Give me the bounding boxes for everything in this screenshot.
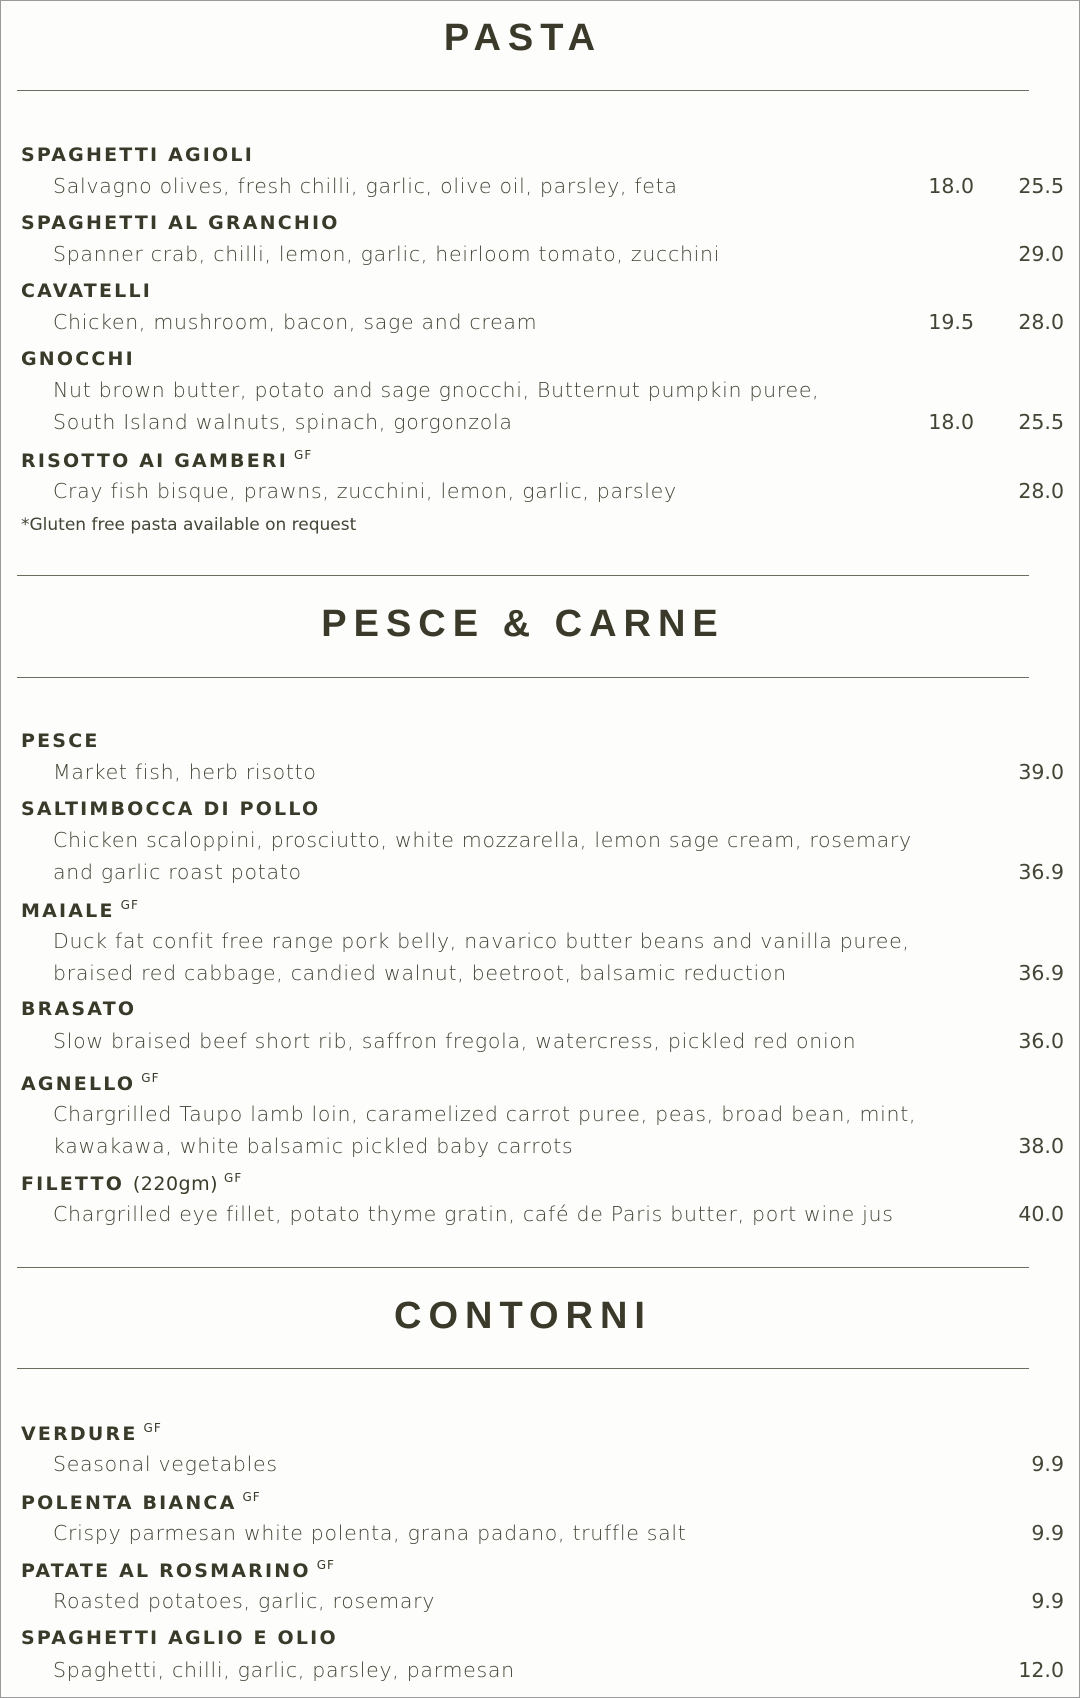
menu-item-description: Spanner crab, chilli, lemon, garlic, heirloom tomato, zucchini <box>53 242 721 266</box>
price-large: 36.9 <box>1018 961 1064 985</box>
price-large: 25.5 <box>1018 410 1064 434</box>
gluten-free-mark: GF <box>316 1558 335 1572</box>
gluten-free-mark: GF <box>294 448 313 462</box>
divider <box>17 1267 1029 1268</box>
menu-item-name: SPAGHETTI AGIOLI <box>21 144 254 166</box>
menu-item-name: VERDURE $^{GF}$ <box>21 1421 162 1445</box>
gluten-free-mark: GF <box>143 1421 162 1435</box>
menu-item-description: and garlic roast potato <box>53 860 302 884</box>
menu-item-name: SALTIMBOCCA DI POLLO <box>21 798 321 820</box>
gluten-free-mark: GF <box>120 898 139 912</box>
price-large: 29.0 <box>1018 242 1064 266</box>
menu-item-name: AGNELLO $^{GF}$ <box>21 1071 160 1095</box>
price-small: 18.0 <box>928 174 974 198</box>
divider <box>17 90 1029 91</box>
price-large: 38.0 <box>1018 1134 1064 1158</box>
price-small: 18.0 <box>928 410 974 434</box>
divider <box>17 1368 1029 1369</box>
menu-item-name: FILETTO (220gm) $^{GF}$ <box>21 1171 243 1195</box>
price-large: 12.0 <box>1018 1658 1064 1682</box>
gluten-free-mark: GF <box>242 1490 261 1504</box>
menu-item-name: RISOTTO AI GAMBERI $^{GF}$ <box>21 448 313 472</box>
menu-item-name: POLENTA BIANCA $^{GF}$ <box>21 1490 261 1514</box>
menu-item-name: SPAGHETTI AL GRANCHIO <box>21 212 340 234</box>
menu-item-description: Slow braised beef short rib, saffron fregola, watercress, pickled red onion <box>53 1029 857 1053</box>
menu-item-name: PATATE AL ROSMARINO $^{GF}$ <box>21 1558 335 1582</box>
section-title-contorni: CONTORNI <box>394 1295 652 1337</box>
menu-item-description: Chicken scaloppini, prosciutto, white mozzarella, lemon sage cream, rosemary <box>53 828 912 852</box>
menu-item-description: Duck fat confit free range pork belly, navarico butter beans and vanilla puree, <box>53 929 910 953</box>
price-large: 28.0 <box>1018 479 1064 503</box>
menu-item-description: Chargrilled eye fillet, potato thyme gratin, café de Paris butter, port wine jus <box>53 1202 894 1226</box>
price-large: 39.0 <box>1018 760 1064 784</box>
gluten-free-mark: GF <box>141 1071 160 1085</box>
price-large: 25.5 <box>1018 174 1064 198</box>
menu-item-name: CAVATELLI <box>21 280 153 302</box>
section-title-pesce-carne: PESCE & CARNE <box>321 603 725 645</box>
price-large: 40.0 <box>1018 1202 1064 1226</box>
menu-item-description: Crispy parmesan white polenta, grana padano, truffle salt <box>53 1521 687 1545</box>
menu-item-name: BRASATO <box>21 998 137 1020</box>
menu-item-description: Spaghetti, chilli, garlic, parsley, parmesan <box>53 1658 515 1682</box>
menu-item-description: South Island walnuts, spinach, gorgonzola <box>53 410 513 434</box>
divider <box>17 575 1029 576</box>
price-large: 9.9 <box>1031 1589 1064 1613</box>
menu-item-name: GNOCCHI <box>21 348 135 370</box>
menu-item-description: Seasonal vegetables <box>53 1452 278 1476</box>
section-title-pasta: PASTA <box>443 17 603 59</box>
divider <box>17 677 1029 678</box>
price-large: 9.9 <box>1031 1521 1064 1545</box>
menu-item-description: Chicken, mushroom, bacon, sage and cream <box>53 310 538 334</box>
menu-item-description: Nut brown butter, potato and sage gnocchi, Butternut pumpkin puree, <box>53 378 820 402</box>
menu-item-description: Roasted potatoes, garlic, rosemary <box>53 1589 436 1613</box>
menu-item-name: SPAGHETTI AGLIO E OLIO <box>21 1627 338 1649</box>
price-large: 28.0 <box>1018 310 1064 334</box>
menu-item-name: MAIALE $^{GF}$ <box>21 898 139 922</box>
price-small: 19.5 <box>928 310 974 334</box>
menu-item-description: Market fish, herb risotto <box>53 760 317 784</box>
menu-item-description: kawakawa, white balsamic pickled baby carrots <box>53 1134 574 1158</box>
price-large: 36.9 <box>1018 860 1064 884</box>
menu-item-description: Chargrilled Taupo lamb loin, caramelized carrot puree, peas, broad bean, mint, <box>53 1102 917 1126</box>
menu-item-description: braised red cabbage, candied walnut, beetroot, balsamic reduction <box>53 961 787 985</box>
menu-item-description: Salvagno olives, fresh chilli, garlic, olive oil, parsley, feta <box>53 174 678 198</box>
menu-item-name: PESCE <box>21 730 100 752</box>
menu-item-description: Cray fish bisque, prawns, zucchini, lemon, garlic, parsley <box>53 479 677 503</box>
price-large: 36.0 <box>1018 1029 1064 1053</box>
gluten-free-mark: GF <box>224 1171 243 1185</box>
price-large: 9.9 <box>1031 1452 1064 1476</box>
footnote: *Gluten free pasta available on request <box>21 515 357 535</box>
